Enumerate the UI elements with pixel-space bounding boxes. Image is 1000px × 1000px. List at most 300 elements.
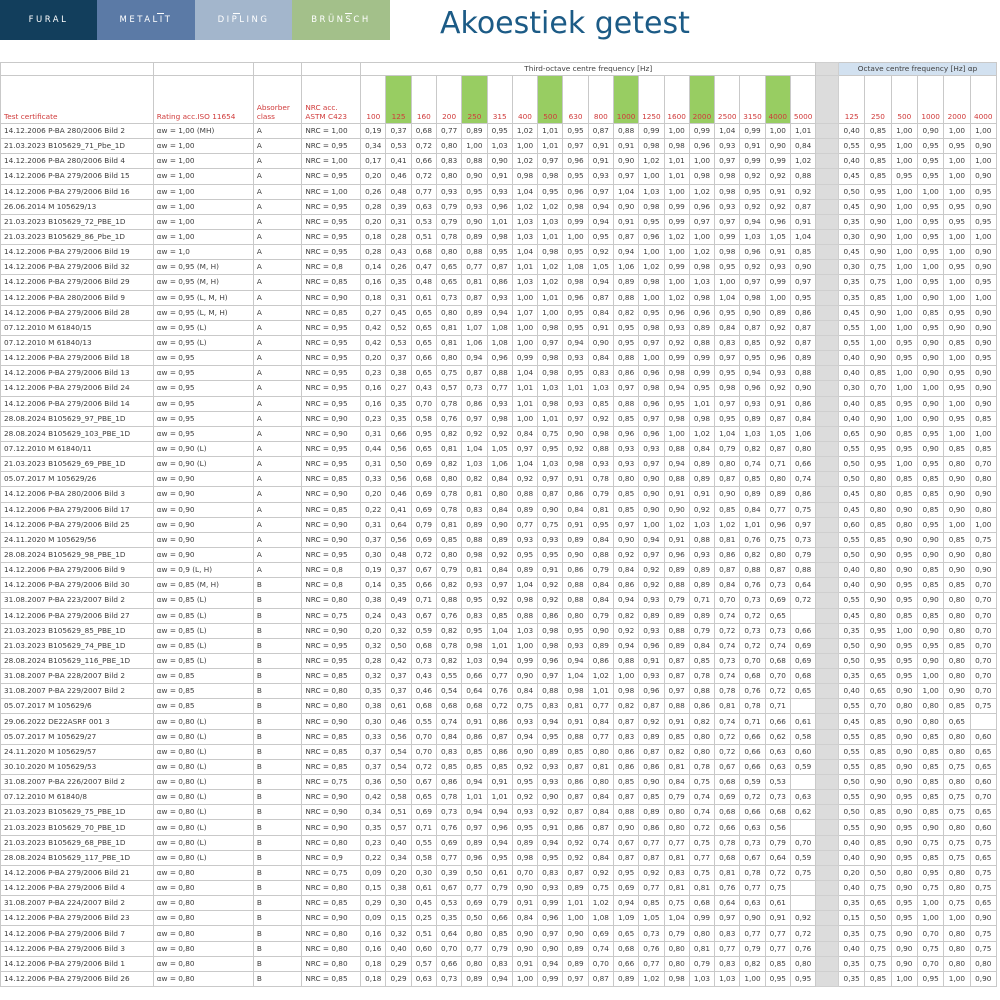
cell-third-octave-value: 0,88 [664,578,689,593]
cell-third-octave-value: 0,92 [790,184,815,199]
cell-test-certificate: 28.08.2024 B105629_103_PBE_1D [1,426,154,441]
column-separator [816,245,839,260]
cell-octave-value: 0,50 [839,457,865,472]
cell-octave-value: 0,80 [865,487,891,502]
cell-third-octave-value: 0,97 [538,472,563,487]
cell-rating: αw = 0,80 [153,971,253,986]
cell-third-octave-value: 0,86 [436,775,461,790]
cell-third-octave-value: 0,94 [538,956,563,971]
cell-third-octave-value: 0,85 [487,759,512,774]
cell-octave-value: 0,35 [839,896,865,911]
cell-third-octave-value: 0,98 [715,169,740,184]
cell-third-octave-value: 0,84 [715,578,740,593]
cell-third-octave-value: 0,57 [386,820,411,835]
cell-third-octave-value: 0,87 [563,805,588,820]
cell-absorber-class: A [253,381,302,396]
cell-octave-value: 0,70 [865,699,891,714]
cell-octave-value: 0,85 [865,517,891,532]
cell-third-octave-value: 0,71 [740,714,765,729]
cell-nrc: NRC = 0,95 [302,245,361,260]
cell-third-octave-value: 0,89 [588,638,613,653]
column-separator [816,699,839,714]
cell-octave-value: 0,95 [970,275,996,290]
cell-octave-value: 0,70 [970,653,996,668]
column-separator [816,653,839,668]
cell-third-octave-value: 0,43 [386,245,411,260]
cell-third-octave-value: 0,83 [538,865,563,880]
cell-third-octave-value: 0,83 [715,956,740,971]
cell-third-octave-value: 0,93 [462,578,487,593]
cell-third-octave-value: 0,70 [436,941,461,956]
column-separator [816,457,839,472]
cell-nrc: NRC = 0,80 [302,593,361,608]
cell-third-octave-value: 0,80 [715,457,740,472]
cell-third-octave-value: 0,90 [639,487,664,502]
cell-third-octave-value: 0,97 [563,971,588,986]
cell-third-octave-value: 1,00 [664,184,689,199]
cell-third-octave-value: 0,64 [790,578,815,593]
cell-third-octave-value: 0,96 [689,305,714,320]
cell-third-octave-value: 1,04 [563,669,588,684]
cell-nrc: NRC = 0,90 [302,805,361,820]
cell-third-octave-value: 0,30 [386,896,411,911]
cell-third-octave-value: 0,87 [563,865,588,880]
cell-octave-value: 0,80 [944,653,970,668]
cell-third-octave-value: 0,46 [386,714,411,729]
column-separator [816,487,839,502]
cell-octave-value: 0,90 [917,441,943,456]
cell-rating: αw = 0,95 (L) [153,320,253,335]
cell-third-octave-value: 1,03 [639,184,664,199]
table-row [1,139,997,154]
cell-third-octave-value: 0,09 [361,865,386,880]
cell-octave-value: 0,95 [944,199,970,214]
table-row [1,563,997,578]
cell-absorber-class: B [253,956,302,971]
cell-octave-value: 0,90 [891,956,917,971]
cell-octave-value: 0,95 [891,790,917,805]
cell-third-octave-value: 0,93 [487,396,512,411]
cell-third-octave-value: 0,73 [436,290,461,305]
cell-octave-value: 0,85 [944,441,970,456]
cell-third-octave-value: 0,55 [411,714,436,729]
cell-third-octave-value: 0,66 [436,956,461,971]
cell-third-octave-value: 1,02 [639,154,664,169]
cell-third-octave-value: 0,81 [462,563,487,578]
cell-octave-value: 0,85 [865,396,891,411]
cell-third-octave-value: 0,91 [588,154,613,169]
cell-octave-value: 0,50 [839,775,865,790]
cell-octave-value: 0,90 [891,926,917,941]
cell-octave-value: 0,95 [944,214,970,229]
cell-third-octave-value: 0,77 [512,517,537,532]
cell-rating: αw = 0,95 [153,366,253,381]
cell-third-octave-value: 0,97 [538,926,563,941]
cell-octave-value: 0,85 [917,305,943,320]
cell-third-octave-value: 1,00 [512,320,537,335]
cell-octave-value: 0,90 [917,623,943,638]
cell-third-octave-value: 0,98 [538,623,563,638]
cell-octave-value: 0,90 [970,563,996,578]
cell-nrc: NRC = 0,95 [302,366,361,381]
cell-third-octave-value: 0,89 [765,487,790,502]
cell-third-octave-value: 0,76 [740,578,765,593]
cell-absorber-class: B [253,653,302,668]
cell-octave-value: 1,00 [891,245,917,260]
column-separator [816,169,839,184]
table-row [1,790,997,805]
cell-third-octave-value: 0,84 [512,426,537,441]
cell-third-octave-value: 0,16 [361,941,386,956]
cell-octave-value: 0,45 [839,305,865,320]
cell-third-octave-value: 0,56 [386,441,411,456]
cell-third-octave-value: 1,03 [538,381,563,396]
cell-octave-value: 0,90 [917,532,943,547]
cell-third-octave-value: 0,80 [436,547,461,562]
cell-octave-value: 0,45 [839,245,865,260]
cell-octave-value: 0,95 [891,911,917,926]
column-separator [816,139,839,154]
cell-third-octave-value [790,608,815,623]
cell-third-octave-value: 1,03 [715,971,740,986]
cell-test-certificate: 14.12.2006 P-BA 279/2006 Bild 16 [1,184,154,199]
cell-third-octave-value: 1,03 [689,971,714,986]
cell-octave-value: 0,95 [891,820,917,835]
cell-octave-value: 1,00 [970,517,996,532]
cell-third-octave-value: 0,85 [613,502,638,517]
cell-octave-value: 0,75 [865,275,891,290]
cell-third-octave-value: 1,06 [487,457,512,472]
column-separator [816,926,839,941]
cell-third-octave-value: 0,64 [386,517,411,532]
cell-third-octave-value: 0,73 [790,532,815,547]
cell-third-octave-value: 1,04 [512,366,537,381]
column-separator [816,351,839,366]
cell-third-octave-value: 0,72 [411,547,436,562]
cell-third-octave-value: 0,42 [361,320,386,335]
cell-absorber-class: A [253,366,302,381]
cell-octave-value: 0,40 [839,563,865,578]
cell-test-certificate: 28.08.2024 B105629_117_PBE_1D [1,850,154,865]
cell-third-octave-value: 0,79 [411,517,436,532]
cell-octave-value: 0,80 [970,547,996,562]
cell-third-octave-value: 0,89 [563,881,588,896]
cell-third-octave-value: 1,03 [740,426,765,441]
cell-third-octave-value: 0,95 [512,820,537,835]
cell-third-octave-value: 1,02 [689,426,714,441]
cell-third-octave-value: 0,27 [361,305,386,320]
cell-third-octave-value: 0,87 [639,699,664,714]
cell-rating: αw = 0,85 (L) [153,623,253,638]
cell-octave-value: 0,75 [970,532,996,547]
cell-third-octave-value: 0,77 [462,260,487,275]
cell-test-certificate: 21.03.2023 B105629_69_PBE_1D [1,457,154,472]
cell-third-octave-value: 0,82 [613,608,638,623]
cell-octave-value: 0,90 [917,351,943,366]
cell-third-octave-value: 0,70 [411,744,436,759]
cell-octave-value: 0,65 [970,759,996,774]
cell-third-octave-value: 0,65 [411,320,436,335]
cell-third-octave-value: 0,84 [740,502,765,517]
cell-third-octave-value: 1,00 [563,911,588,926]
header-absorber-class: Absorber class [253,76,302,124]
cell-third-octave-value: 0,97 [790,275,815,290]
third-octave-frequency-header: 100 [361,76,386,124]
cell-third-octave-value: 0,65 [790,684,815,699]
cell-test-certificate: 14.12.2006 P-BA 279/2006 Bild 26 [1,971,154,986]
cell-third-octave-value: 1,00 [689,154,714,169]
cell-third-octave-value: 0,94 [538,835,563,850]
cell-third-octave-value: 0,97 [563,411,588,426]
header-rating: Rating acc.ISO 11654 [153,76,253,124]
cell-third-octave-value: 0,77 [487,669,512,684]
cell-third-octave-value: 0,18 [361,971,386,986]
cell-third-octave-value: 0,73 [765,623,790,638]
cell-third-octave-value: 0,88 [664,441,689,456]
cell-third-octave-value: 1,00 [639,245,664,260]
cell-third-octave-value: 0,95 [487,245,512,260]
cell-third-octave-value: 0,65 [411,335,436,350]
cell-third-octave-value: 0,98 [740,290,765,305]
cell-octave-value: 0,40 [839,154,865,169]
table-row [1,502,997,517]
cell-third-octave-value: 0,66 [411,351,436,366]
cell-third-octave-value: 0,87 [563,759,588,774]
cell-third-octave-value: 0,99 [740,154,765,169]
cell-rating: αw = 0,85 [153,669,253,684]
cell-third-octave-value: 0,70 [411,396,436,411]
cell-third-octave-value: 0,98 [664,139,689,154]
cell-third-octave-value: 0,96 [765,351,790,366]
cell-third-octave-value: 0,63 [790,790,815,805]
cell-third-octave-value: 0,98 [639,381,664,396]
cell-third-octave-value: 0,92 [563,441,588,456]
cell-octave-value: 0,40 [839,850,865,865]
cell-third-octave-value: 0,88 [512,608,537,623]
cell-octave-value: 0,95 [891,578,917,593]
column-separator [816,956,839,971]
cell-third-octave-value: 0,98 [689,260,714,275]
cell-third-octave-value: 0,68 [689,896,714,911]
table-row [1,775,997,790]
cell-third-octave-value: 0,95 [462,593,487,608]
cell-octave-value: 0,90 [970,245,996,260]
cell-third-octave-value: 0,63 [765,759,790,774]
cell-third-octave-value: 0,90 [715,487,740,502]
cell-octave-value: 0,90 [970,199,996,214]
cell-absorber-class: A [253,229,302,244]
cell-octave-value: 1,00 [944,351,970,366]
cell-third-octave-value: 0,96 [639,426,664,441]
cell-third-octave-value: 0,95 [613,335,638,350]
cell-third-octave-value: 1,03 [512,229,537,244]
cell-test-certificate: 14.12.2006 P-BA 279/2006 Bild 9 [1,563,154,578]
table-row [1,411,997,426]
cell-octave-value: 0,85 [917,805,943,820]
cell-absorber-class: A [253,154,302,169]
cell-rating: αw = 0,80 (L) [153,775,253,790]
cell-third-octave-value: 0,23 [361,411,386,426]
octave-frequency-header: 125 [839,76,865,124]
cell-third-octave-value: 0,91 [588,139,613,154]
cell-third-octave-value: 0,82 [436,457,461,472]
cell-nrc: NRC = 0,75 [302,775,361,790]
cell-third-octave-value: 0,83 [462,608,487,623]
cell-third-octave-value: 0,95 [563,623,588,638]
cell-third-octave-value: 0,68 [411,699,436,714]
cell-third-octave-value: 0,79 [715,441,740,456]
cell-octave-value: 0,50 [865,865,891,880]
cell-octave-value: 0,35 [839,275,865,290]
cell-third-octave-value: 0,92 [462,426,487,441]
table-row [1,214,997,229]
cell-third-octave-value: 0,93 [563,351,588,366]
cell-third-octave-value: 0,90 [613,820,638,835]
cell-third-octave-value: 0,95 [538,850,563,865]
cell-third-octave-value [790,896,815,911]
cell-third-octave-value: 0,74 [588,835,613,850]
cell-third-octave-value: 0,73 [740,593,765,608]
cell-nrc: NRC = 0,80 [302,835,361,850]
cell-third-octave-value: 0,68 [411,472,436,487]
cell-third-octave-value: 0,27 [386,381,411,396]
cell-third-octave-value: 0,15 [386,911,411,926]
cell-octave-value: 0,20 [839,865,865,880]
cell-third-octave-value: 0,92 [588,411,613,426]
cell-test-certificate: 28.08.2024 B105629_98_PBE_1D [1,547,154,562]
cell-octave-value: 0,55 [839,759,865,774]
cell-third-octave-value: 0,93 [639,441,664,456]
cell-third-octave-value: 0,92 [538,593,563,608]
cell-third-octave-value: 0,95 [740,351,765,366]
table-row [1,426,997,441]
cell-octave-value: 1,00 [917,669,943,684]
cell-octave-value: 0,85 [944,532,970,547]
cell-rating: αw = 1,00 [153,154,253,169]
cell-third-octave-value: 0,82 [664,744,689,759]
cell-rating: αw = 0,80 [153,911,253,926]
cell-third-octave-value: 0,84 [664,775,689,790]
cell-third-octave-value: 0,86 [613,759,638,774]
cell-third-octave-value: 0,98 [563,199,588,214]
cell-rating: αw = 1,00 [153,169,253,184]
cell-third-octave-value: 0,90 [613,532,638,547]
cell-third-octave-value: 0,68 [715,850,740,865]
cell-test-certificate: 07.12.2010 M 61840/13 [1,335,154,350]
cell-third-octave-value: 0,85 [436,532,461,547]
cell-third-octave-value: 0,48 [386,547,411,562]
cell-rating: αw = 0,80 (L) [153,805,253,820]
cell-absorber-class: B [253,911,302,926]
cell-third-octave-value: 0,89 [613,971,638,986]
cell-third-octave-value: 0,54 [386,759,411,774]
cell-octave-value: 0,80 [891,699,917,714]
cell-third-octave-value: 0,61 [765,896,790,911]
cell-third-octave-value: 0,77 [436,850,461,865]
cell-third-octave-value: 1,08 [487,335,512,350]
cell-third-octave-value: 0,87 [765,441,790,456]
cell-third-octave-value: 0,89 [462,517,487,532]
cell-rating: αw = 0,80 (L) [153,850,253,865]
cell-third-octave-value: 0,89 [639,608,664,623]
cell-absorber-class: B [253,835,302,850]
cell-third-octave-value: 0,18 [361,956,386,971]
table-row [1,941,997,956]
cell-third-octave-value: 0,70 [740,653,765,668]
cell-octave-value: 1,00 [944,290,970,305]
cell-third-octave-value: 0,96 [664,305,689,320]
cell-nrc: NRC = 0,90 [302,411,361,426]
cell-nrc: NRC = 0,95 [302,653,361,668]
cell-third-octave-value: 0,20 [386,865,411,880]
cell-third-octave-value: 0,94 [512,729,537,744]
cell-third-octave-value: 0,66 [386,426,411,441]
cell-third-octave-value: 0,93 [512,532,537,547]
cell-third-octave-value: 0,67 [411,563,436,578]
cell-third-octave-value: 0,91 [487,775,512,790]
cell-third-octave-value: 0,91 [689,487,714,502]
cell-octave-value: 0,40 [839,411,865,426]
octave-frequency-header: 2000 [944,76,970,124]
cell-third-octave-value: 1,01 [689,396,714,411]
cell-octave-value: 0,70 [917,956,943,971]
cell-third-octave-value: 1,01 [664,154,689,169]
cell-nrc: NRC = 0,95 [302,169,361,184]
cell-third-octave-value: 0,77 [639,835,664,850]
table-row [1,623,997,638]
cell-third-octave-value: 0,88 [563,593,588,608]
cell-third-octave-value: 1,03 [512,214,537,229]
cell-third-octave-value: 0,98 [715,381,740,396]
cell-third-octave-value: 0,54 [436,684,461,699]
cell-third-octave-value: 0,48 [411,275,436,290]
cell-octave-value: 0,95 [944,260,970,275]
cell-octave-value: 0,65 [865,684,891,699]
cell-third-octave-value: 0,70 [790,835,815,850]
cell-octave-value: 1,00 [944,426,970,441]
cell-third-octave-value: 0,39 [436,865,461,880]
cell-third-octave-value: 0,20 [361,487,386,502]
table-row [1,911,997,926]
cell-third-octave-value: 0,89 [613,275,638,290]
cell-third-octave-value: 0,94 [462,805,487,820]
cell-octave-value: 0,45 [839,487,865,502]
cell-octave-value: 0,90 [917,396,943,411]
cell-third-octave-value: 0,79 [790,547,815,562]
cell-third-octave-value: 0,96 [765,517,790,532]
cell-third-octave-value: 0,95 [512,775,537,790]
cell-third-octave-value: 0,98 [639,199,664,214]
cell-octave-value: 0,85 [944,699,970,714]
table-row [1,865,997,880]
cell-third-octave-value: 0,83 [487,956,512,971]
cell-third-octave-value: 1,03 [512,623,537,638]
cell-octave-value: 0,65 [970,896,996,911]
cell-third-octave-value: 0,56 [386,532,411,547]
cell-third-octave-value: 0,90 [563,426,588,441]
cell-third-octave-value: 0,98 [715,245,740,260]
cell-octave-value: 0,90 [970,911,996,926]
cell-third-octave-value: 0,84 [588,850,613,865]
cell-octave-value: 0,90 [891,563,917,578]
cell-third-octave-value: 0,64 [462,684,487,699]
cell-octave-value: 0,85 [865,532,891,547]
cell-third-octave-value: 0,72 [715,623,740,638]
cell-third-octave-value: 1,00 [689,229,714,244]
cell-nrc: NRC = 0,75 [302,608,361,623]
cell-third-octave-value: 0,64 [715,896,740,911]
cell-test-certificate: 14.12.2006 P-BA 279/2006 Bild 7 [1,926,154,941]
